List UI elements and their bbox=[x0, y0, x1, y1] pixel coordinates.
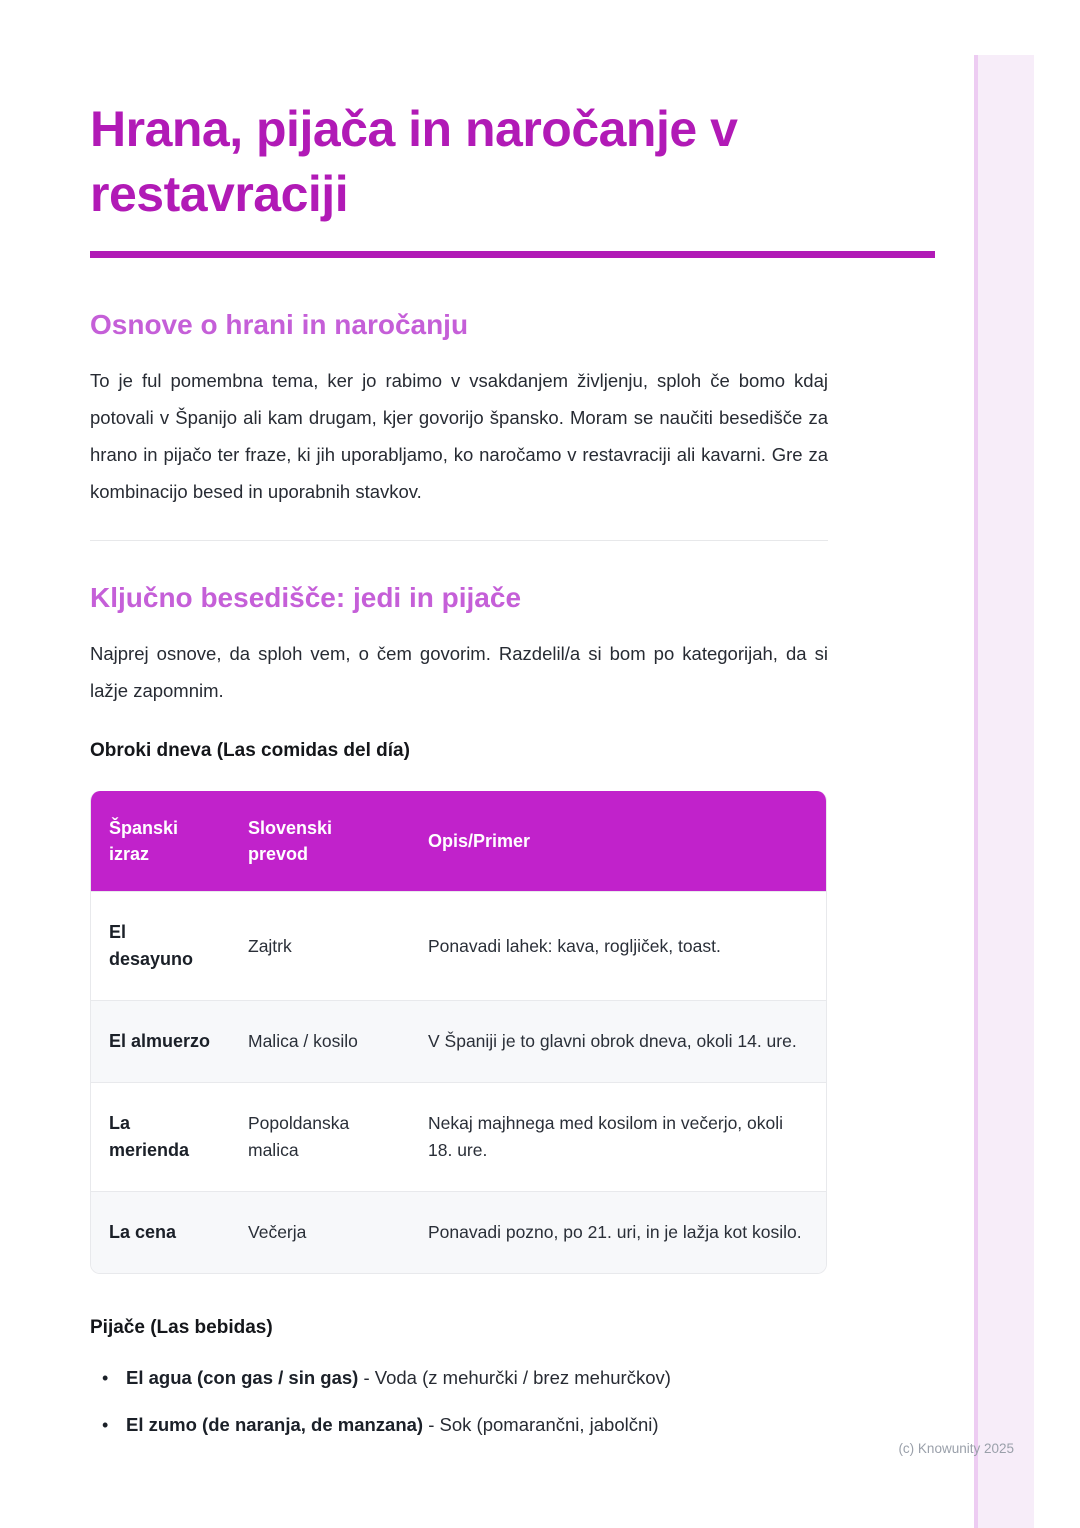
cell-description: Nekaj majhnega med kosilom in večerjo, okoli 18. ure. bbox=[410, 1082, 826, 1191]
drink-translation: - Voda (z mehurčki / brez mehurčkov) bbox=[358, 1367, 671, 1388]
bullet-icon: • bbox=[102, 1415, 109, 1435]
drink-translation: - Sok (pomarančni, jabolčni) bbox=[423, 1414, 659, 1435]
cell-description: Ponavadi lahek: kava, rogljiček, toast. bbox=[410, 891, 826, 1000]
table-header-row bbox=[91, 791, 826, 891]
list-item bbox=[90, 1411, 828, 1439]
drink-term: El zumo (de naranja, de manzana) bbox=[126, 1414, 424, 1435]
drink-term: El agua (con gas / sin gas) bbox=[126, 1367, 359, 1388]
table-row bbox=[91, 1082, 826, 1191]
cell-spanish-term: El almuerzo bbox=[91, 1000, 230, 1082]
cell-spanish-term: La merienda bbox=[91, 1082, 230, 1191]
section-divider bbox=[90, 540, 828, 541]
meals-subheading: Obroki dneva (Las comidas del día) bbox=[90, 740, 410, 761]
table-row bbox=[91, 1000, 826, 1082]
cell-slovenian-translation: Popoldanska malica bbox=[230, 1082, 410, 1191]
meals-table bbox=[91, 791, 826, 1273]
bullet-icon: • bbox=[102, 1368, 109, 1388]
drinks-list bbox=[90, 1364, 828, 1439]
copyright-footer: (c) Knowunity 2025 bbox=[898, 1441, 1014, 1456]
table-row bbox=[91, 891, 826, 1000]
cell-slovenian-translation: Malica / kosilo bbox=[230, 1000, 410, 1082]
cell-description: V Španiji je to glavni obrok dneva, okoli 14. ure. bbox=[410, 1000, 826, 1082]
intro-paragraph: To je ful pomembna tema, ker jo rabimo v vsakdanjem življenju, sploh če bomo kdaj potovali v Španijo ali kam drugam, kjer govorijo špansko. Moram se naučiti besedišče za hrano in pijačo ter fraze, ki jih uporabljamo, ko naročamo v restavraciji ali kavarni. Gre za kombinacijo besed in uporabnih stavkov. bbox=[90, 370, 828, 502]
section-heading-osnove: Osnove o hrani in naročanju bbox=[90, 309, 469, 340]
column-header-slovenian: Slovenski prevod bbox=[230, 791, 410, 891]
table-row bbox=[91, 1191, 826, 1273]
side-accent-strip bbox=[974, 55, 1034, 1528]
column-header-description: Opis/Primer bbox=[410, 791, 826, 891]
cell-description: Ponavadi pozno, po 21. uri, in je lažja kot kosilo. bbox=[410, 1191, 826, 1273]
section-heading-besedisce: Ključno besedišče: jedi in pijače bbox=[90, 582, 522, 613]
cell-spanish-term: La cena bbox=[91, 1191, 230, 1273]
cell-slovenian-translation: Večerja bbox=[230, 1191, 410, 1273]
drinks-subheading: Pijače (Las bebidas) bbox=[90, 1317, 273, 1338]
page-title: Hrana, pijača in naročanje v restavraciji bbox=[90, 101, 738, 222]
cell-slovenian-translation: Zajtrk bbox=[230, 891, 410, 1000]
title-rule bbox=[90, 251, 935, 258]
list-item bbox=[90, 1364, 828, 1392]
cell-spanish-term: El desayuno bbox=[91, 891, 230, 1000]
column-header-spanish: Španski izraz bbox=[91, 791, 230, 891]
vocab-paragraph: Najprej osnove, da sploh vem, o čem govorim. Razdelil/a si bom po kategorijah, da si lažje zapomnim. bbox=[90, 643, 828, 701]
document-content bbox=[90, 0, 935, 1439]
meals-table-container bbox=[90, 791, 827, 1274]
